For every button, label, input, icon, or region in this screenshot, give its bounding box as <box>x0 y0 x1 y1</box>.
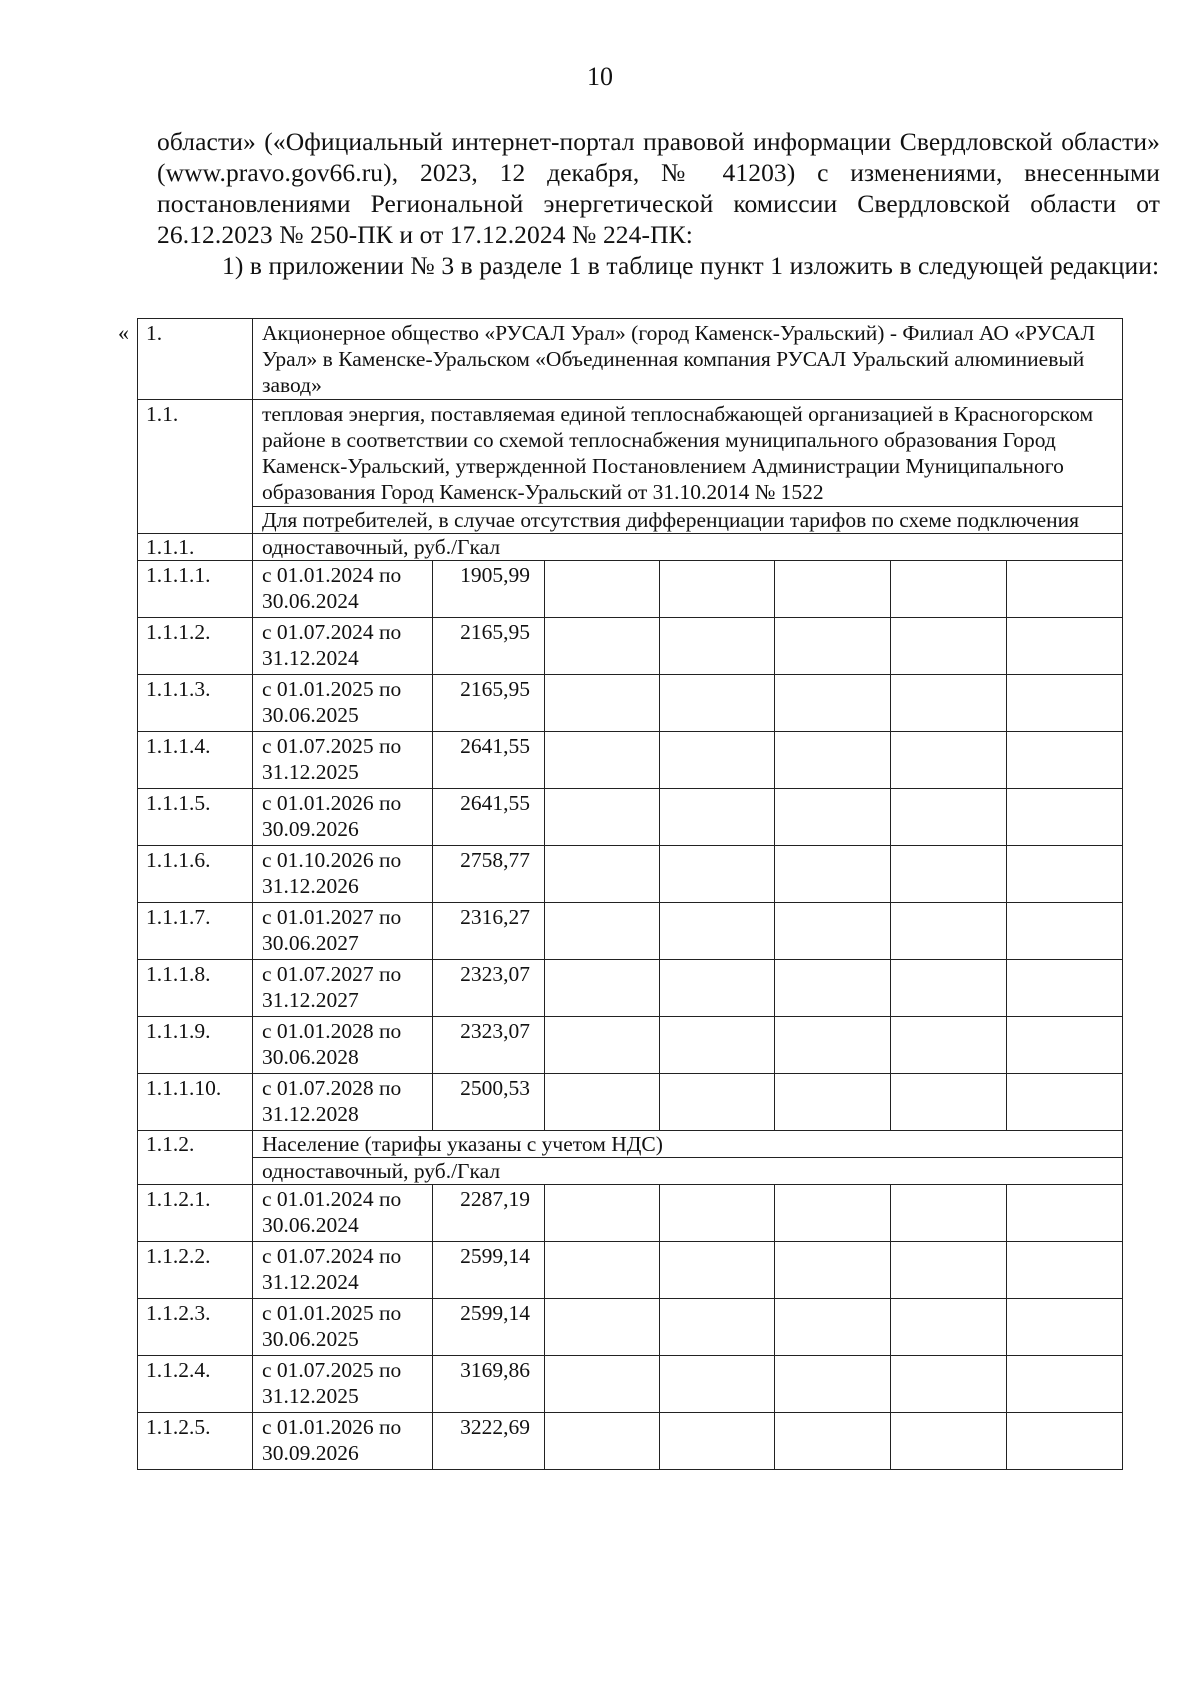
period-cell: с 01.01.2026 по 30.09.2026 <box>253 789 433 846</box>
tariff-value: 2316,27 <box>433 903 545 960</box>
period-cell: с 01.01.2028 по 30.06.2028 <box>253 1017 433 1074</box>
page-number: 10 <box>587 62 613 91</box>
empty-cell <box>775 1299 891 1356</box>
empty-cell <box>660 1356 775 1413</box>
row-code: 1.1. <box>138 400 253 534</box>
empty-cell <box>775 732 891 789</box>
tariff-row <box>138 732 1123 789</box>
row-code: 1.1.1.8. <box>138 960 253 1017</box>
empty-cell <box>775 846 891 903</box>
tariff-value: 2165,95 <box>433 618 545 675</box>
empty-cell <box>891 561 1007 618</box>
empty-cell <box>660 1017 775 1074</box>
empty-cell <box>891 1242 1007 1299</box>
empty-cell <box>545 960 660 1017</box>
tariff-row <box>138 960 1123 1017</box>
row-code: 1.1.1.3. <box>138 675 253 732</box>
period-cell: с 01.07.2024 по 31.12.2024 <box>253 618 433 675</box>
tariff-value: 2323,07 <box>433 1017 545 1074</box>
tariff-value: 2758,77 <box>433 846 545 903</box>
tariff-value: 2599,14 <box>433 1242 545 1299</box>
period-cell: с 01.01.2025 по 30.06.2025 <box>253 1299 433 1356</box>
period-cell: с 01.07.2025 по 31.12.2025 <box>253 732 433 789</box>
empty-cell <box>660 618 775 675</box>
tariff-row <box>138 903 1123 960</box>
empty-cell <box>1007 1413 1123 1470</box>
empty-cell <box>1007 675 1123 732</box>
consumers-heading: Для потребителей, в случае отсутствия дифференциации тарифов по схеме подключения <box>253 507 1123 534</box>
period-cell: с 01.10.2026 по 31.12.2026 <box>253 846 433 903</box>
empty-cell <box>775 675 891 732</box>
empty-cell <box>891 675 1007 732</box>
empty-cell <box>1007 732 1123 789</box>
row-code: 1.1.2.1. <box>138 1185 253 1242</box>
empty-cell <box>891 1074 1007 1131</box>
empty-cell <box>545 1413 660 1470</box>
empty-cell <box>660 1074 775 1131</box>
empty-cell <box>891 732 1007 789</box>
row-code: 1.1.1.10. <box>138 1074 253 1131</box>
empty-cell <box>891 1185 1007 1242</box>
empty-cell <box>775 1356 891 1413</box>
empty-cell <box>545 1017 660 1074</box>
empty-cell <box>891 1413 1007 1470</box>
consumers-heading-row <box>138 507 1123 534</box>
empty-cell <box>545 1185 660 1242</box>
period-cell: с 01.01.2025 по 30.06.2025 <box>253 675 433 732</box>
row-code: 1.1.1.5. <box>138 789 253 846</box>
row-code: 1.1.1.6. <box>138 846 253 903</box>
row-code: 1.1.2. <box>138 1131 253 1185</box>
empty-cell <box>1007 1185 1123 1242</box>
empty-cell <box>891 789 1007 846</box>
tariff-row <box>138 1299 1123 1356</box>
opening-quote: « <box>118 320 129 345</box>
group2-label: одноставочный, руб./Гкал <box>253 1158 1123 1185</box>
empty-cell <box>1007 846 1123 903</box>
empty-cell <box>660 1299 775 1356</box>
empty-cell <box>545 903 660 960</box>
empty-cell <box>775 903 891 960</box>
empty-cell <box>1007 1074 1123 1131</box>
empty-cell <box>545 675 660 732</box>
empty-cell <box>660 1185 775 1242</box>
empty-cell <box>1007 618 1123 675</box>
group1-label: одноставочный, руб./Гкал <box>253 534 1123 561</box>
empty-cell <box>660 1413 775 1470</box>
empty-cell <box>660 846 775 903</box>
empty-cell <box>1007 1299 1123 1356</box>
service-row <box>138 400 1123 507</box>
tariff-row <box>138 1017 1123 1074</box>
row-code: 1.1.2.5. <box>138 1413 253 1470</box>
row-code: 1.1.1.2. <box>138 618 253 675</box>
empty-cell <box>545 1356 660 1413</box>
tariff-value: 2641,55 <box>433 732 545 789</box>
tariff-value: 2641,55 <box>433 789 545 846</box>
empty-cell <box>891 618 1007 675</box>
group2-label-row <box>138 1158 1123 1185</box>
empty-cell <box>775 960 891 1017</box>
empty-cell <box>660 675 775 732</box>
tariff-value: 2287,19 <box>433 1185 545 1242</box>
empty-cell <box>775 1242 891 1299</box>
service-description: тепловая энергия, поставляемая единой теплоснабжающей организацией в Красногорском районе в соответствии со схемой теплоснабжения муниципального образования Город Каменск-Уральский, утвержденной Постановлением Администрации Муниципального образования Город Каменск-Уральский от 31.10.2014 № 1522 <box>253 400 1123 507</box>
tariff-row <box>138 1356 1123 1413</box>
empty-cell <box>660 561 775 618</box>
row-code: 1. <box>138 319 253 400</box>
period-cell: с 01.01.2027 по 30.06.2027 <box>253 903 433 960</box>
empty-cell <box>891 960 1007 1017</box>
empty-cell <box>545 1242 660 1299</box>
empty-cell <box>891 846 1007 903</box>
tariff-row <box>138 561 1123 618</box>
tariff-table <box>137 318 1123 1470</box>
empty-cell <box>545 1074 660 1131</box>
tariff-row <box>138 1074 1123 1131</box>
row-code: 1.1.2.2. <box>138 1242 253 1299</box>
empty-cell <box>775 789 891 846</box>
empty-cell <box>660 903 775 960</box>
empty-cell <box>545 789 660 846</box>
tariff-value: 2500,53 <box>433 1074 545 1131</box>
empty-cell <box>775 1017 891 1074</box>
empty-cell <box>1007 903 1123 960</box>
empty-cell <box>545 732 660 789</box>
tariff-value: 3169,86 <box>433 1356 545 1413</box>
period-cell: с 01.07.2028 по 31.12.2028 <box>253 1074 433 1131</box>
org-row <box>138 319 1123 400</box>
tariff-value: 1905,99 <box>433 561 545 618</box>
period-cell: с 01.01.2026 по 30.09.2026 <box>253 1413 433 1470</box>
period-cell: с 01.01.2024 по 30.06.2024 <box>253 1185 433 1242</box>
row-code: 1.1.2.3. <box>138 1299 253 1356</box>
period-cell: с 01.01.2024 по 30.06.2024 <box>253 561 433 618</box>
empty-cell <box>660 789 775 846</box>
empty-cell <box>1007 1356 1123 1413</box>
empty-cell <box>891 1356 1007 1413</box>
tariff-value: 2599,14 <box>433 1299 545 1356</box>
period-cell: с 01.07.2027 по 31.12.2027 <box>253 960 433 1017</box>
empty-cell <box>775 618 891 675</box>
empty-cell <box>1007 960 1123 1017</box>
group2-heading-row <box>138 1131 1123 1158</box>
row-code: 1.1.2.4. <box>138 1356 253 1413</box>
intro-paragraph-2: 1) в приложении № 3 в разделе 1 в таблице пункт 1 изложить в следующей редакции: <box>222 251 1160 280</box>
empty-cell <box>775 1185 891 1242</box>
empty-cell <box>1007 789 1123 846</box>
group2-heading: Население (тарифы указаны с учетом НДС) <box>253 1131 1123 1158</box>
empty-cell <box>1007 1242 1123 1299</box>
empty-cell <box>1007 561 1123 618</box>
tariff-row <box>138 1185 1123 1242</box>
empty-cell <box>545 618 660 675</box>
tariff-row <box>138 618 1123 675</box>
period-cell: с 01.07.2024 по 31.12.2024 <box>253 1242 433 1299</box>
row-code: 1.1.1.7. <box>138 903 253 960</box>
empty-cell <box>545 846 660 903</box>
empty-cell <box>660 1242 775 1299</box>
empty-cell <box>891 1017 1007 1074</box>
tariff-row <box>138 789 1123 846</box>
empty-cell <box>660 960 775 1017</box>
tariff-value: 2165,95 <box>433 675 545 732</box>
tariff-row <box>138 675 1123 732</box>
row-code: 1.1.1.4. <box>138 732 253 789</box>
intro-text <box>157 126 1160 281</box>
period-cell: с 01.07.2025 по 31.12.2025 <box>253 1356 433 1413</box>
tariff-row <box>138 1242 1123 1299</box>
row-code: 1.1.1. <box>138 534 253 561</box>
empty-cell <box>775 1074 891 1131</box>
empty-cell <box>660 732 775 789</box>
empty-cell <box>775 1413 891 1470</box>
empty-cell <box>545 1299 660 1356</box>
tariff-row <box>138 1413 1123 1470</box>
empty-cell <box>891 903 1007 960</box>
empty-cell <box>891 1299 1007 1356</box>
org-name: Акционерное общество «РУСАЛ Урал» (город Каменск-Уральский) - Филиал АО «РУСАЛ Урал» в Каменске-Уральском «Объединенная компания РУСАЛ Уральский алюминиевый завод» <box>253 319 1123 400</box>
tariff-row <box>138 846 1123 903</box>
intro-paragraph-1: области» («Официальный интернет-портал правовой информации Свердловской области» (www.pravo.gov66.ru), 2023, 12 декабря, № 41203) с изменениями, внесенными постановлениями Региональной энергетической комиссии Свердловской области от 26.12.2023 № 250-ПК и от 17.12.2024 № 224-ПК: <box>157 127 1160 249</box>
group1-label-row <box>138 534 1123 561</box>
empty-cell <box>545 561 660 618</box>
empty-cell <box>775 561 891 618</box>
tariff-value: 2323,07 <box>433 960 545 1017</box>
empty-cell <box>1007 1017 1123 1074</box>
row-code: 1.1.1.9. <box>138 1017 253 1074</box>
tariff-value: 3222,69 <box>433 1413 545 1470</box>
row-code: 1.1.1.1. <box>138 561 253 618</box>
